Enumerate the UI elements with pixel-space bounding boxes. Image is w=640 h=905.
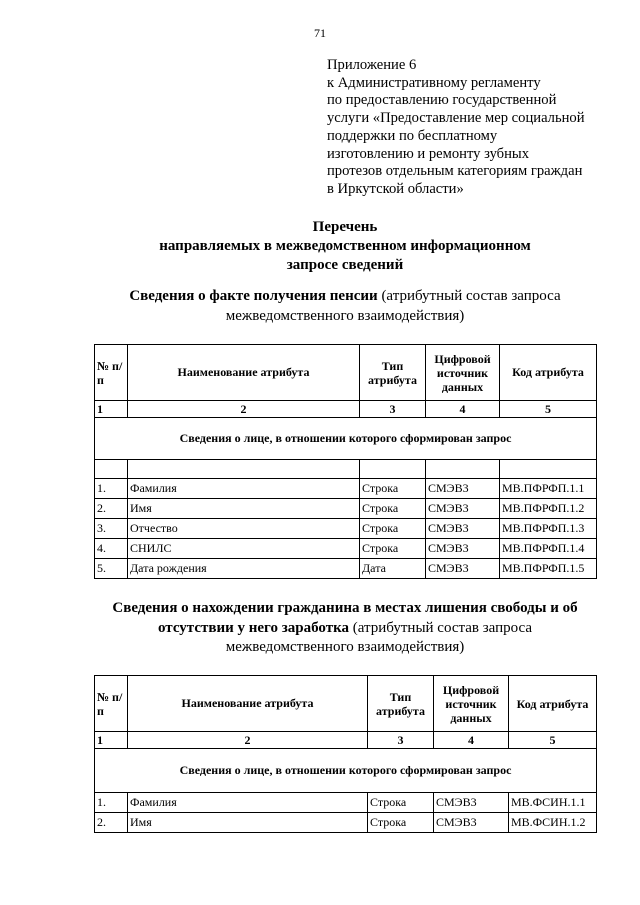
- row-code: МВ.ПФРФП.1.4: [500, 539, 597, 559]
- row-source: СМЭВ3: [426, 559, 500, 579]
- row-num: 2.: [95, 499, 128, 519]
- header-code: Код атрибута: [509, 676, 597, 732]
- pension-attributes-table: [94, 344, 597, 579]
- title-line: запросе сведений: [286, 257, 404, 273]
- row-type: Строка: [368, 813, 434, 833]
- table-number-row: [95, 401, 597, 418]
- appendix-line: в Иркутской области»: [327, 180, 464, 197]
- row-type: Строка: [360, 539, 426, 559]
- appendix-line: Приложение 6: [327, 57, 417, 73]
- table-row: [95, 813, 597, 833]
- table-row: [95, 539, 597, 559]
- row-source: СМЭВ3: [426, 499, 500, 519]
- col-number: 4: [426, 401, 500, 418]
- row-num: 4.: [95, 539, 128, 559]
- row-name: Дата рождения: [128, 559, 360, 579]
- row-name: СНИЛС: [128, 539, 360, 559]
- row-num: 1.: [95, 479, 128, 499]
- header-source: Цифровой источник данных: [434, 676, 509, 732]
- row-num: 1.: [95, 793, 128, 813]
- row-source: СМЭВ3: [434, 813, 509, 833]
- col-number: 2: [128, 401, 360, 418]
- group-title: Сведения о лице, в отношении которого сформирован запрос: [95, 749, 597, 793]
- row-name: Имя: [128, 499, 360, 519]
- appendix-header: [327, 57, 627, 199]
- row-type: Дата: [360, 559, 426, 579]
- header-source: Цифровой источник данных: [426, 345, 500, 401]
- appendix-line: протезов отдельным категориям граждан: [327, 163, 583, 180]
- col-number: 3: [360, 401, 426, 418]
- appendix-line: услуги «Предоставление мер социальной: [327, 110, 585, 127]
- table-number-row: [95, 732, 597, 749]
- section2-heading-line3: межведомственного взаимодействия): [225, 639, 465, 655]
- col-number: 1: [95, 401, 128, 418]
- row-code: МВ.ПФРФП.1.5: [500, 559, 597, 579]
- row-name: Имя: [128, 813, 368, 833]
- row-source: СМЭВ3: [434, 793, 509, 813]
- table-group-row: [95, 418, 597, 460]
- group-title: Сведения о лице, в отношении которого сформирован запрос: [95, 418, 597, 460]
- section2-heading: [0, 599, 640, 658]
- section2-heading-bold: отсутствии у него заработка: [157, 619, 350, 636]
- table-row: [95, 519, 597, 539]
- imprisonment-attributes-table: [94, 675, 597, 833]
- appendix-line: по предоставлению государственной: [327, 92, 557, 109]
- table-row: [95, 479, 597, 499]
- page-number: 71: [314, 26, 326, 40]
- row-code: МВ.ПФРФП.1.1: [500, 479, 597, 499]
- col-number: 5: [500, 401, 597, 418]
- header-name: Наименование атрибута: [128, 345, 360, 401]
- row-source: СМЭВ3: [426, 479, 500, 499]
- appendix-line: поддержки по бесплатному: [327, 127, 498, 144]
- row-name: Отчество: [128, 519, 360, 539]
- row-name: Фамилия: [128, 793, 368, 813]
- section1-heading: [0, 287, 640, 326]
- row-code: МВ.ПФРФП.1.2: [500, 499, 597, 519]
- header-type: Тип атрибута: [368, 676, 434, 732]
- row-code: МВ.ФСИН.1.1: [509, 793, 597, 813]
- section1-heading-line2: межведомственного взаимодействия): [225, 307, 465, 324]
- row-num: 5.: [95, 559, 128, 579]
- header-name: Наименование атрибута: [128, 676, 368, 732]
- row-type: Строка: [360, 479, 426, 499]
- table-group-row: [95, 749, 597, 793]
- row-num: 2.: [95, 813, 128, 833]
- col-number: 3: [368, 732, 434, 749]
- header-num: № п/п: [95, 676, 128, 732]
- row-code: МВ.ПФРФП.1.3: [500, 519, 597, 539]
- row-type: Строка: [360, 519, 426, 539]
- row-code: МВ.ФСИН.1.2: [509, 813, 597, 833]
- section1-heading-rest: (атрибутный состав запроса: [377, 288, 561, 304]
- table-header-row: [95, 676, 597, 732]
- col-number: 4: [434, 732, 509, 749]
- table-header-row: [95, 345, 597, 401]
- col-number: 2: [128, 732, 368, 749]
- table-row: [95, 499, 597, 519]
- row-type: Строка: [360, 499, 426, 519]
- title-line: направляемых в межведомственном информационном: [159, 238, 531, 254]
- row-type: Строка: [368, 793, 434, 813]
- document-title: [0, 218, 640, 275]
- section1-heading-bold: Сведения о факте получения пенсии: [129, 288, 378, 304]
- table-empty-row: [95, 460, 597, 479]
- row-source: СМЭВ3: [426, 519, 500, 539]
- row-source: СМЭВ3: [426, 539, 500, 559]
- section2-heading-line1: Сведения о нахождении гражданина в местах лишения свободы и об: [112, 600, 578, 616]
- title-line: Перечень: [312, 219, 378, 235]
- col-number: 5: [509, 732, 597, 749]
- table-row: [95, 559, 597, 579]
- row-num: 3.: [95, 519, 128, 539]
- row-name: Фамилия: [128, 479, 360, 499]
- header-type: Тип атрибута: [360, 345, 426, 401]
- col-number: 1: [95, 732, 128, 749]
- table-row: [95, 793, 597, 813]
- header-code: Код атрибута: [500, 345, 597, 401]
- appendix-line: изготовлению и ремонту зубных: [327, 145, 530, 162]
- appendix-line: к Административному регламенту: [327, 74, 541, 91]
- section2-heading-rest: (атрибутный состав запроса: [349, 619, 532, 636]
- header-num: № п/п: [95, 345, 128, 401]
